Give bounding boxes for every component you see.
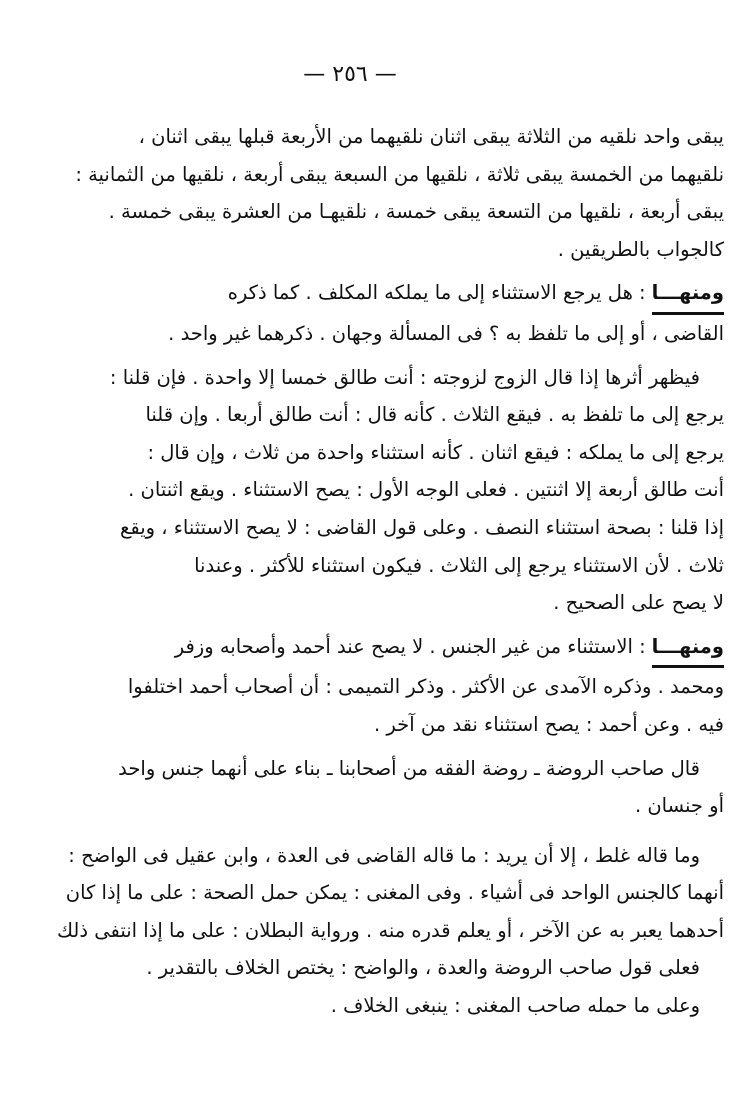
text-line: قال صاحب الروضة ـ روضة الفقه من أصحابنا ـ بناء على أنهما جنس واحد — [118, 756, 700, 780]
text-line: إذا قلنا : بصحة استثناء النصف . وعلى قول القاضى : لا يصح الاستثناء ، ويقع — [119, 515, 724, 539]
text-line: يرجع إلى ما يملكه : فيقع اثنان . كأنه استثناء واحدة من ثلاث ، وإن قال : — [147, 440, 724, 464]
text-line: يبقى أربعة ، نلقيها من التسعة يبقى خمسة ، نلقيهـا من العشرة يبقى خمسة . — [108, 200, 724, 224]
text-line: أنهما كالجنس الواحد فى أشياء . وفى المغنى : يمكن حمل الصحة : على ما إذا كان — [65, 881, 724, 905]
paragraph-5 — [52, 750, 724, 825]
paragraph-4 — [52, 628, 724, 744]
text-line: وعلى ما حمله صاحب المغنى : ينبغى الخلاف . — [330, 994, 700, 1018]
text-line: أحدهما يعبر به عن الآخر ، أو يعلم قدره منه . ورواية البطلان : على ما إذا انتفى ذلك — [56, 918, 724, 942]
paragraph-3 — [52, 359, 724, 622]
text-line-rest: : هل يرجع الاستثناء إلى ما يملكه المكلف . كما ذكره — [227, 281, 646, 305]
text-line: كالجواب بالطريقين . — [557, 237, 724, 261]
section-heading: ومنهـــا — [652, 628, 724, 669]
text-line: يرجع إلى ما تلفظ به . فيقع الثلاث . كأنه قال : أنت طالق أربعا . وإن قلنا — [145, 403, 724, 427]
text-line: لا يصح على الصحيح . — [553, 591, 724, 615]
page-number: — ٢٥٦ — — [303, 62, 397, 87]
text-line: فعلى قول صاحب الروضة والعدة ، والواضح : يختص الخلاف بالتقدير . — [146, 956, 700, 980]
document-body — [52, 118, 724, 1025]
paragraph-2 — [52, 274, 724, 352]
text-line: ثلاث . لأن الاستثناء يرجع إلى الثلاث . فيكون استثناء للأكثر . وعندنا — [194, 553, 724, 577]
text-line: ومحمد . وذكره الآمدى عن الأكثر . وذكر التميمى : أن أصحاب أحمد اختلفوا — [127, 675, 724, 699]
text-line — [52, 274, 724, 315]
text-line: أو جنسان . — [634, 794, 724, 818]
text-line: وما قاله غلط ، إلا أن يريد : ما قاله القاضى فى العدة ، وابن عقيل فى الواضح : — [68, 843, 700, 867]
text-line: فيظهر أثرها إذا قال الزوج لزوجته : أنت طالق خمسا إلا واحدة . فإن قلنا : — [109, 365, 700, 389]
text-line: نلقيهما من الخمسة يبقى ثلاثة ، نلقيها من السبعة يبقى أربعة ، نلقيها من الثمانية : — [75, 162, 724, 186]
paragraph-8 — [52, 987, 724, 1025]
text-line: يبقى واحد نلقيه من الثلاثة يبقى اثنان نلقيهما من الأربعة قبلها يبقى اثنان ، — [138, 125, 724, 148]
text-line: أنت طالق أربعة إلا اثنتين . فعلى الوجه الأول : يصح الاستثناء . ويقع اثنتان . — [128, 478, 724, 502]
text-line — [52, 628, 724, 669]
paragraph-6 — [52, 837, 724, 950]
section-heading: ومنهـــا — [652, 274, 724, 315]
text-line: فيه . وعن أحمد : يصح استثناء نقد من آخر . — [374, 712, 724, 736]
paragraph-1 — [52, 118, 724, 268]
text-line: القاضى ، أو إلى ما تلفظ به ؟ فى المسألة وجهان . ذكرهما غير واحد . — [168, 321, 724, 345]
text-line-rest: : الاستثناء من غير الجنس . لا يصح عند أحمد وأصحابه وزفر — [174, 634, 646, 658]
paragraph-7 — [52, 949, 724, 987]
